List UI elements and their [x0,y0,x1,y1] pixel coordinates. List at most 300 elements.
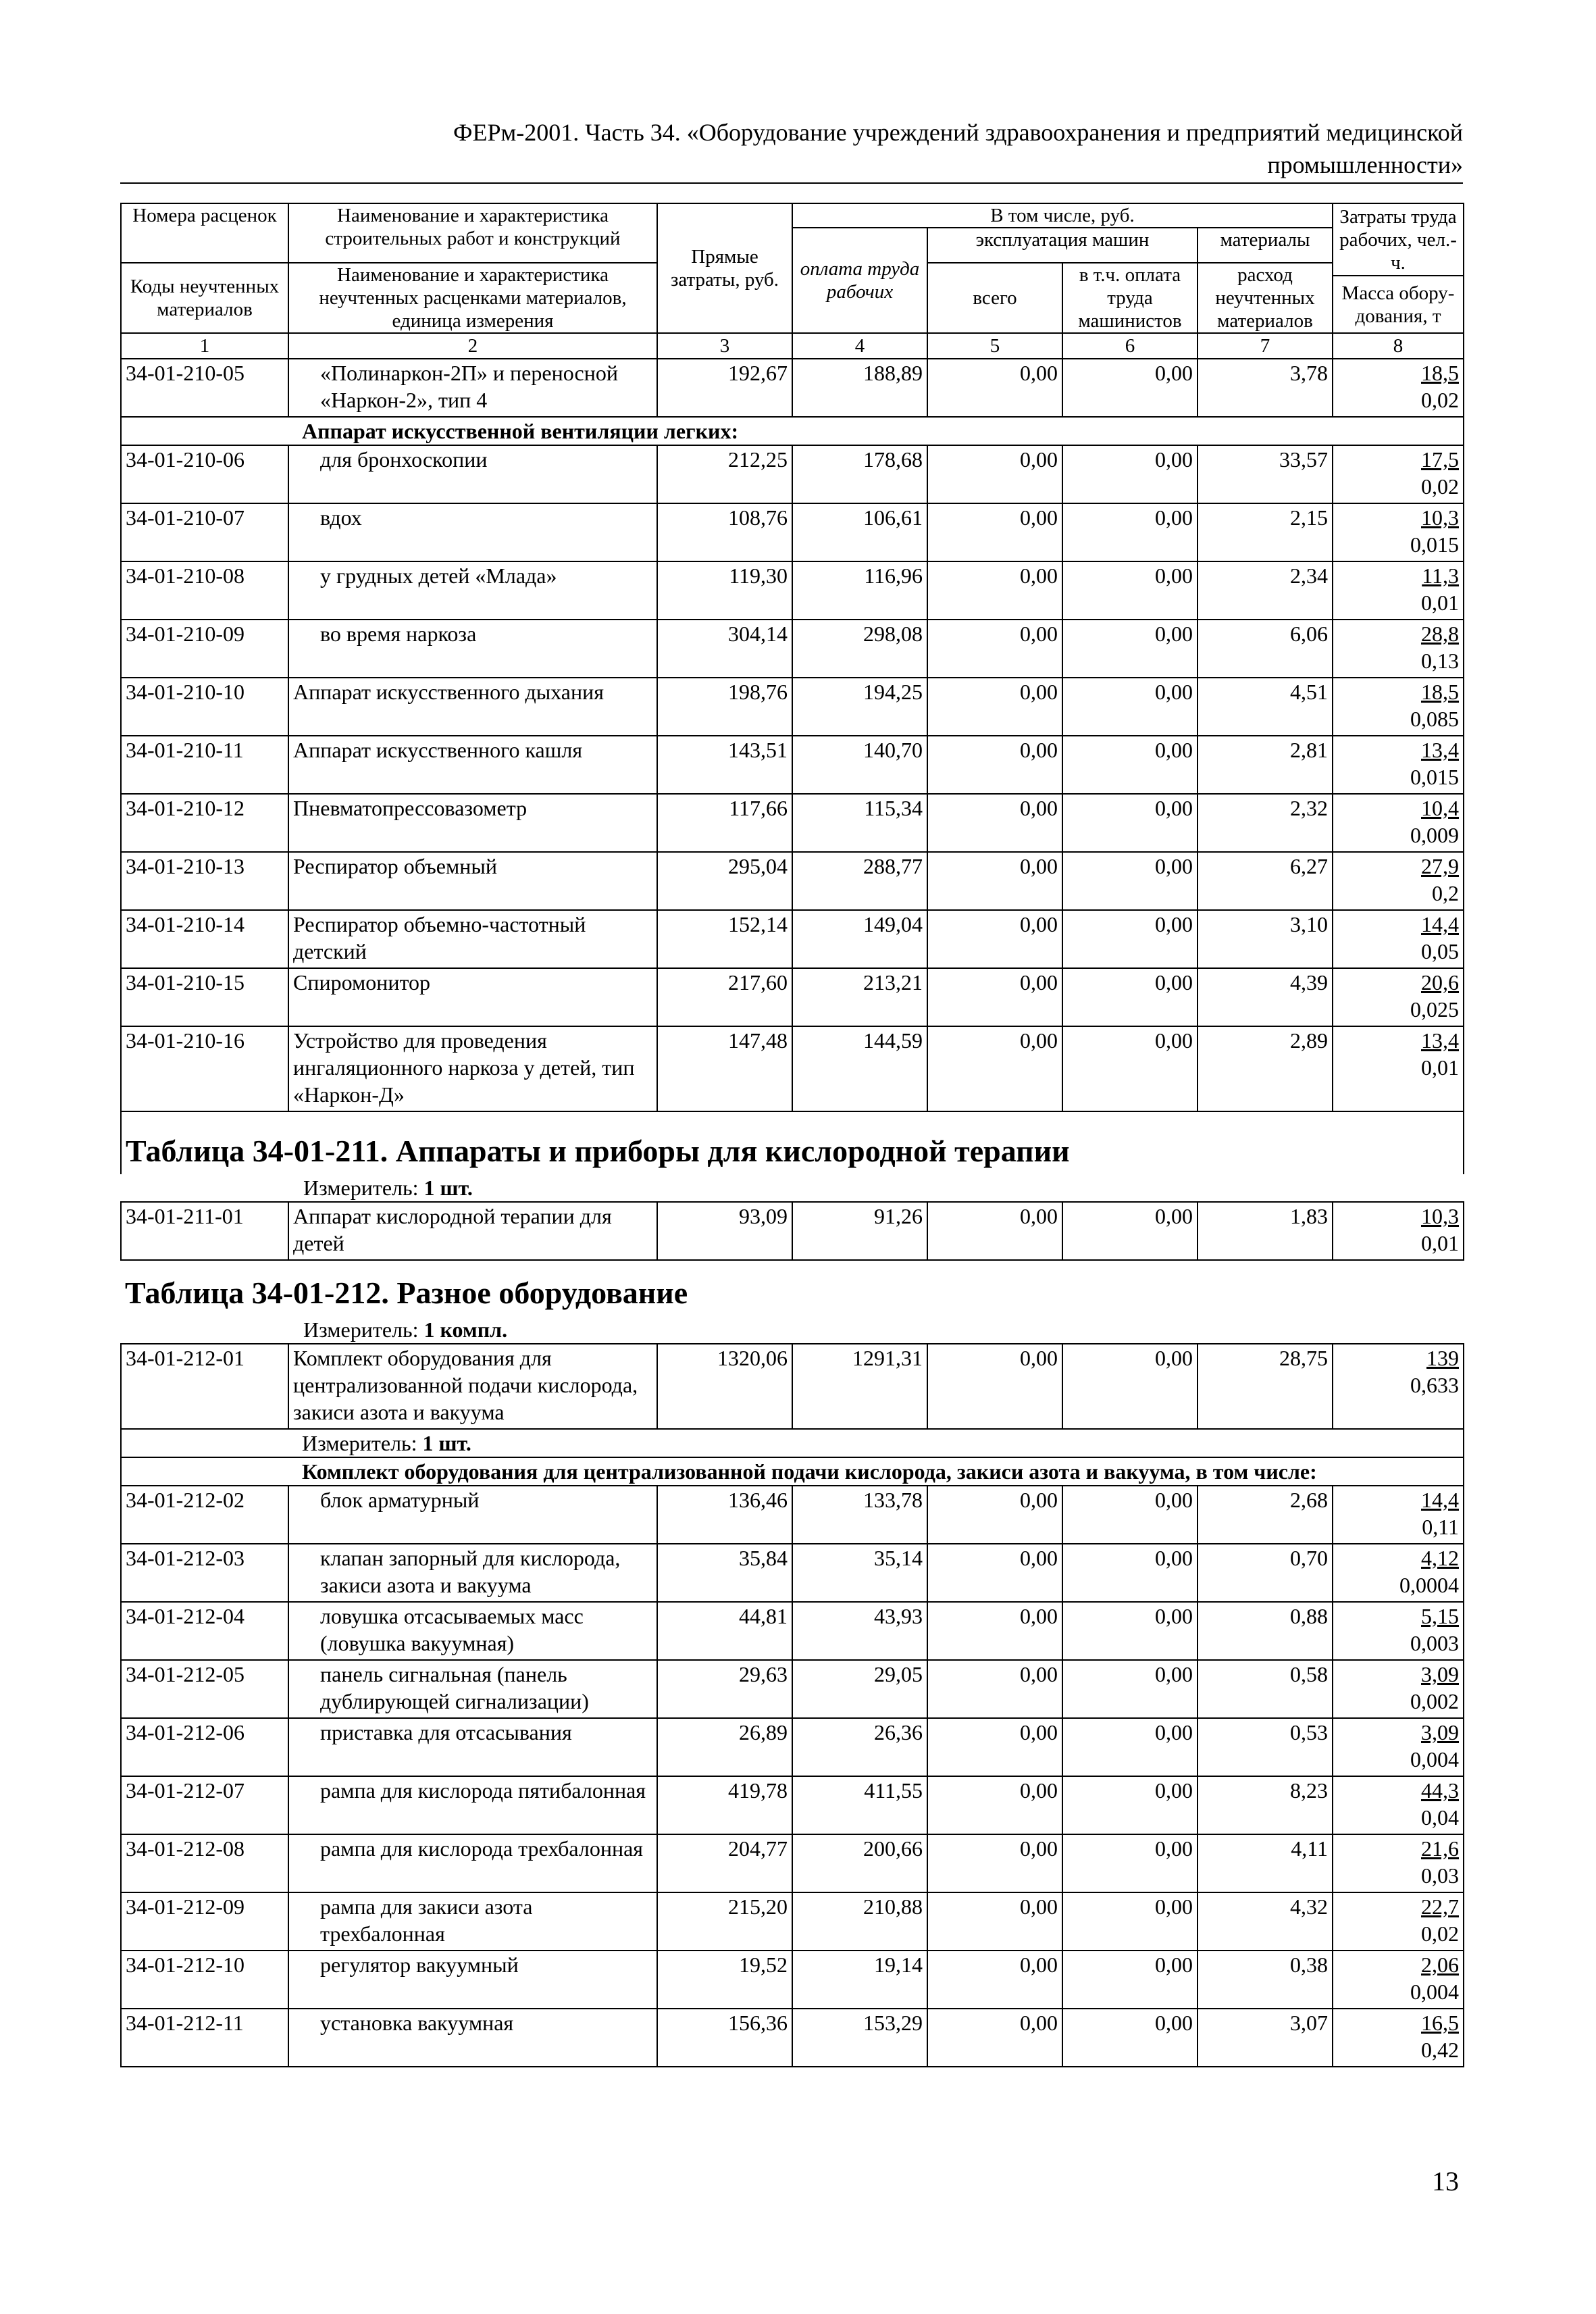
labor-mass-cell [1333,359,1464,417]
machinist-pay: 0,00 [1062,503,1198,561]
materials-cost: 2,34 [1198,561,1333,620]
table-row [121,678,1464,736]
labor-hours: 28,8 [1421,622,1459,646]
materials-cost: 2,89 [1198,1026,1333,1111]
materials-cost: 2,68 [1198,1486,1333,1544]
materials-cost: 2,15 [1198,503,1333,561]
measure-row [121,1429,1464,1457]
labor-hours: 13,4 [1421,738,1459,762]
labor-mass-cell [1333,794,1464,852]
col-number: 4 [792,333,927,359]
materials-cost: 8,23 [1198,1776,1333,1834]
labor-hours: 10,3 [1421,505,1459,530]
labor-hours: 11,3 [1422,563,1459,588]
labor-hours: 13,4 [1421,1028,1459,1053]
col-number: 7 [1198,333,1333,359]
machines-total: 0,00 [927,620,1062,678]
equipment-mass: 0,11 [1422,1515,1459,1539]
materials-cost: 3,07 [1198,2009,1333,2066]
materials-cost: 4,39 [1198,968,1333,1026]
labor-pay: 1291,31 [792,1344,927,1429]
machinist-pay: 0,00 [1062,620,1198,678]
table-212-measure [121,1316,1464,1344]
equipment-mass: 0,42 [1421,2038,1459,2062]
equipment-mass: 0,2 [1432,881,1459,905]
machinist-pay: 0,00 [1062,1718,1198,1776]
equipment-mass: 0,085 [1410,707,1459,731]
labor-pay: 298,08 [792,620,927,678]
rate-code: 34-01-210-07 [121,503,288,561]
section-row [121,1457,1464,1486]
machinist-pay: 0,00 [1062,1951,1198,2009]
machines-total: 0,00 [927,1951,1062,2009]
rate-name: во время наркоза [288,620,657,678]
machines-total: 0,00 [927,678,1062,736]
table-row [121,736,1464,794]
machines-total: 0,00 [927,2009,1062,2066]
labor-mass-cell [1333,1026,1464,1111]
machinist-pay: 0,00 [1062,445,1198,503]
labor-pay: 106,61 [792,503,927,561]
rate-name: Респиратор объемный [288,852,657,910]
table-row [121,445,1464,503]
direct-cost: 198,76 [657,678,792,736]
machines-total: 0,00 [927,968,1062,1026]
direct-cost: 147,48 [657,1026,792,1111]
labor-mass-cell [1333,910,1464,968]
rate-code: 34-01-210-15 [121,968,288,1026]
labor-mass-cell [1333,1951,1464,2009]
machinist-pay: 0,00 [1062,968,1198,1026]
col-number: 1 [121,333,288,359]
header-line-1: ФЕРм-2001. Часть 34. «Оборудование учреждений здравоохранения и предприятий медицинской [453,119,1463,146]
materials-cost: 0,38 [1198,1951,1333,2009]
labor-mass-cell [1333,1344,1464,1429]
machines-total: 0,00 [927,1602,1062,1660]
materials-cost: 6,27 [1198,852,1333,910]
table-row [121,1834,1464,1892]
direct-cost: 108,76 [657,503,792,561]
direct-cost: 156,36 [657,2009,792,2066]
rate-name: блок арматурный [288,1486,657,1544]
labor-hours: 20,6 [1421,970,1459,995]
labor-mass-cell [1333,561,1464,620]
equipment-mass: 0,01 [1421,590,1459,615]
labor-pay: 26,36 [792,1718,927,1776]
col-number: 5 [927,333,1062,359]
measure-label: Измеритель: [302,1431,417,1455]
table-row [121,1602,1464,1660]
machinist-pay: 0,00 [1062,1834,1198,1892]
col-number: 8 [1333,333,1464,359]
direct-cost: 204,77 [657,1834,792,1892]
labor-mass-cell [1333,1834,1464,1892]
labor-pay: 149,04 [792,910,927,968]
rate-code: 34-01-212-11 [121,2009,288,2066]
rate-name: установка вакуумная [288,2009,657,2066]
machines-total: 0,00 [927,852,1062,910]
equipment-mass: 0,633 [1410,1373,1459,1397]
table-212-title: Таблица 34-01-212. Разное оборудование [125,1276,688,1310]
machines-total: 0,00 [927,1718,1062,1776]
materials-cost: 2,32 [1198,794,1333,852]
labor-pay: 153,29 [792,2009,927,2066]
labor-mass-cell [1333,1776,1464,1834]
equipment-mass: 0,02 [1421,388,1459,412]
machinist-pay: 0,00 [1062,1660,1198,1718]
direct-cost: 215,20 [657,1892,792,1951]
section-title: Комплект оборудования для централизованной подачи кислорода, закиси азота и вакуума, в том числе: [288,1457,1464,1486]
rate-name: Устройство для проведения ингаляционного наркоза у детей, тип «Наркон-Д» [288,1026,657,1111]
section-title: Аппарат искусственной вентиляции легких: [288,417,1464,445]
machinist-pay: 0,00 [1062,1026,1198,1111]
machinist-pay: 0,00 [1062,1344,1198,1429]
materials-cost: 6,06 [1198,620,1333,678]
labor-hours: 18,5 [1421,361,1459,385]
table-row [121,503,1464,561]
labor-hours: 3,09 [1421,1662,1459,1686]
rate-code: 34-01-212-01 [121,1344,288,1429]
materials-cost: 28,75 [1198,1344,1333,1429]
labor-pay: 19,14 [792,1951,927,2009]
direct-cost: 44,81 [657,1602,792,1660]
labor-hours: 2,06 [1421,1953,1459,1977]
equipment-mass: 0,015 [1410,765,1459,789]
table-212-measure-2 [288,1429,1464,1457]
labor-hours: 27,9 [1421,854,1459,878]
table-row [121,1951,1464,2009]
rate-name: Аппарат кислородной терапии для детей [288,1202,657,1260]
measure-value: 1 шт. [423,1176,473,1200]
direct-cost: 119,30 [657,561,792,620]
labor-hours: 17,5 [1421,447,1459,472]
machines-total: 0,00 [927,1544,1062,1602]
materials-cost: 0,88 [1198,1602,1333,1660]
equipment-mass: 0,05 [1421,939,1459,963]
rate-code: 34-01-211-01 [121,1202,288,1260]
rate-name: Аппарат искусственного кашля [288,736,657,794]
machines-total: 0,00 [927,1026,1062,1111]
machinist-pay: 0,00 [1062,1544,1198,1602]
table-row [121,1544,1464,1602]
equipment-mass: 0,13 [1421,649,1459,673]
equipment-mass: 0,004 [1410,1747,1459,1771]
table-row [121,561,1464,620]
direct-cost: 136,46 [657,1486,792,1544]
labor-pay: 43,93 [792,1602,927,1660]
machines-total: 0,00 [927,503,1062,561]
equipment-mass: 0,0004 [1399,1573,1459,1597]
table-row [121,1026,1464,1111]
table-row [121,1776,1464,1834]
materials-cost: 0,70 [1198,1544,1333,1602]
machines-total: 0,00 [927,736,1062,794]
head-col5: всего [927,263,1062,333]
labor-hours: 21,6 [1421,1836,1459,1861]
table-row [121,359,1464,417]
rate-code: 34-01-212-05 [121,1660,288,1718]
head-col8-top: Затраты труда рабочих, чел.-ч. [1333,203,1464,276]
labor-pay: 29,05 [792,1660,927,1718]
labor-hours: 10,3 [1421,1204,1459,1228]
table-row [121,1718,1464,1776]
labor-pay: 144,59 [792,1026,927,1111]
labor-mass-cell [1333,620,1464,678]
table-row [121,852,1464,910]
direct-cost: 29,63 [657,1660,792,1718]
measure-value: 1 шт. [422,1431,471,1455]
page-header [120,116,1463,184]
machines-total: 0,00 [927,1834,1062,1892]
labor-pay: 288,77 [792,852,927,910]
materials-cost: 1,83 [1198,1202,1333,1260]
machines-total: 0,00 [927,359,1062,417]
direct-cost: 192,67 [657,359,792,417]
machines-total: 0,00 [927,561,1062,620]
labor-mass-cell [1333,736,1464,794]
labor-mass-cell [1333,678,1464,736]
machines-total: 0,00 [927,445,1062,503]
measure-value: 1 компл. [423,1317,508,1342]
machines-total: 0,00 [927,1660,1062,1718]
equipment-mass: 0,015 [1410,532,1459,557]
rate-name: Аппарат искусственного дыхания [288,678,657,736]
labor-hours: 14,4 [1421,1488,1459,1512]
direct-cost: 93,09 [657,1202,792,1260]
head-col6: в т.ч. оплата труда машинистов [1062,263,1198,333]
equipment-mass: 0,03 [1421,1863,1459,1888]
machines-total: 0,00 [927,910,1062,968]
machinist-pay: 0,00 [1062,1486,1198,1544]
equipment-mass: 0,004 [1410,1980,1459,2004]
materials-cost: 0,53 [1198,1718,1333,1776]
labor-mass-cell [1333,2009,1464,2066]
page-number: 13 [1432,2166,1459,2196]
labor-pay: 35,14 [792,1544,927,1602]
labor-hours: 4,12 [1421,1546,1459,1570]
head-col8-bottom: Масса обору-дования, т [1333,276,1464,333]
table-row [121,1202,1464,1260]
direct-cost: 419,78 [657,1776,792,1834]
machines-total: 0,00 [927,1202,1062,1260]
direct-cost: 304,14 [657,620,792,678]
head-col1-top: Номера расценок [121,203,288,263]
labor-pay: 411,55 [792,1776,927,1834]
machines-total: 0,00 [927,794,1062,852]
direct-cost: 26,89 [657,1718,792,1776]
table-row [121,1892,1464,1951]
machines-total: 0,00 [927,1776,1062,1834]
labor-mass-cell [1333,1718,1464,1776]
head-col4: оплата труда рабочих [792,228,927,333]
direct-cost: 19,52 [657,1951,792,2009]
machinist-pay: 0,00 [1062,794,1198,852]
labor-pay: 116,96 [792,561,927,620]
rate-name: регулятор вакуумный [288,1951,657,2009]
equipment-mass: 0,04 [1421,1805,1459,1830]
labor-mass-cell [1333,1202,1464,1260]
measure-label: Измеритель: [303,1176,419,1200]
materials-cost: 4,32 [1198,1892,1333,1951]
head-machines: эксплуатация машин [927,228,1198,263]
head-col1-bottom: Коды неучтенных материалов [121,263,288,333]
measure-label: Измеритель: [303,1317,419,1342]
rate-name: клапан запорный для кислорода, закиси азота и вакуума [288,1544,657,1602]
direct-cost: 217,60 [657,968,792,1026]
rate-name: Респиратор объемно-частотный детский [288,910,657,968]
equipment-mass: 0,025 [1410,997,1459,1022]
rates-table [120,203,1464,2067]
rate-code: 34-01-212-07 [121,1776,288,1834]
direct-cost: 212,25 [657,445,792,503]
rate-code: 34-01-210-09 [121,620,288,678]
machinist-pay: 0,00 [1062,2009,1198,2066]
labor-pay: 194,25 [792,678,927,736]
labor-mass-cell [1333,1892,1464,1951]
materials-cost: 4,11 [1198,1834,1333,1892]
equipment-mass: 0,02 [1421,474,1459,499]
section-row [121,417,1464,445]
head-incl: В том числе, руб. [792,203,1333,228]
machines-total: 0,00 [927,1486,1062,1544]
rate-code: 34-01-212-02 [121,1486,288,1544]
rate-code: 34-01-210-16 [121,1026,288,1111]
table-row [121,1486,1464,1544]
machinist-pay: 0,00 [1062,1202,1198,1260]
rate-name: Комплект оборудования для централизованной подачи кислорода, закиси азота и вакуума [288,1344,657,1429]
table-row [121,794,1464,852]
materials-cost: 3,78 [1198,359,1333,417]
labor-mass-cell [1333,968,1464,1026]
direct-cost: 35,84 [657,1544,792,1602]
head-col2-top: Наименование и характеристика строительных работ и конструкций [288,203,657,263]
labor-mass-cell [1333,445,1464,503]
rate-name: панель сигнальная (панель дублирующей сигнализации) [288,1660,657,1718]
rate-code: 34-01-210-11 [121,736,288,794]
equipment-mass: 0,002 [1410,1689,1459,1713]
rate-code: 34-01-212-06 [121,1718,288,1776]
rate-name: вдох [288,503,657,561]
rate-code: 34-01-212-03 [121,1544,288,1602]
rate-name: Пневматопрессовазометр [288,794,657,852]
table-row [121,2009,1464,2066]
rate-name: «Полинаркон-2П» и переносной «Наркон-2», тип 4 [288,359,657,417]
equipment-mass: 0,003 [1410,1631,1459,1655]
labor-mass-cell [1333,1602,1464,1660]
direct-cost: 295,04 [657,852,792,910]
head-col7: расход неучтенных материалов [1198,263,1333,333]
machinist-pay: 0,00 [1062,561,1198,620]
rate-code: 34-01-210-10 [121,678,288,736]
labor-hours: 16,5 [1421,2011,1459,2035]
rate-name: рампа для кислорода трехбалонная [288,1834,657,1892]
rate-name: рампа для закиси азота трехбалонная [288,1892,657,1951]
machines-total: 0,00 [927,1344,1062,1429]
materials-cost: 0,58 [1198,1660,1333,1718]
labor-pay: 133,78 [792,1486,927,1544]
labor-hours: 22,7 [1421,1894,1459,1919]
machinist-pay: 0,00 [1062,852,1198,910]
machinist-pay: 0,00 [1062,1776,1198,1834]
rate-code: 34-01-212-09 [121,1892,288,1951]
materials-cost: 33,57 [1198,445,1333,503]
rate-code: 34-01-210-12 [121,794,288,852]
labor-pay: 140,70 [792,736,927,794]
rate-code: 34-01-210-05 [121,359,288,417]
labor-hours: 18,5 [1421,680,1459,704]
machinist-pay: 0,00 [1062,1602,1198,1660]
rate-code: 34-01-210-14 [121,910,288,968]
rate-code: 34-01-210-13 [121,852,288,910]
table-row [121,910,1464,968]
labor-mass-cell [1333,1486,1464,1544]
equipment-mass: 0,01 [1421,1055,1459,1080]
labor-pay: 178,68 [792,445,927,503]
rate-code: 34-01-212-10 [121,1951,288,2009]
col-number: 2 [288,333,657,359]
machinist-pay: 0,00 [1062,1892,1198,1951]
table-row [121,968,1464,1026]
machinist-pay: 0,00 [1062,359,1198,417]
labor-hours: 14,4 [1421,912,1459,936]
labor-mass-cell [1333,503,1464,561]
rate-code: 34-01-212-08 [121,1834,288,1892]
labor-pay: 115,34 [792,794,927,852]
labor-pay: 200,66 [792,1834,927,1892]
labor-hours: 3,09 [1421,1720,1459,1744]
materials-cost: 4,51 [1198,678,1333,736]
labor-hours: 139 [1426,1346,1459,1370]
labor-mass-cell [1333,852,1464,910]
table-211-title: Таблица 34-01-211. Аппараты и приборы для кислородной терапии [126,1134,1070,1168]
direct-cost: 152,14 [657,910,792,968]
table-row [121,1660,1464,1718]
head-col2-bottom: Наименование и характеристика неучтенных расценками материалов, единица измерения [288,263,657,333]
table-row [121,1344,1464,1429]
table-211-measure [121,1174,1464,1202]
rate-name: ловушка отсасываемых масс (ловушка вакуумная) [288,1602,657,1660]
table-row [121,620,1464,678]
machinist-pay: 0,00 [1062,678,1198,736]
machines-total: 0,00 [927,1892,1062,1951]
labor-mass-cell [1333,1660,1464,1718]
rate-name: у грудных детей «Млада» [288,561,657,620]
labor-pay: 91,26 [792,1202,927,1260]
labor-hours: 10,4 [1421,796,1459,820]
head-col3: Прямые затраты, руб. [657,203,792,333]
col-number: 6 [1062,333,1198,359]
rate-code: 34-01-212-04 [121,1602,288,1660]
direct-cost: 1320,06 [657,1344,792,1429]
labor-hours: 44,3 [1421,1778,1459,1803]
machinist-pay: 0,00 [1062,910,1198,968]
equipment-mass: 0,009 [1410,823,1459,847]
machinist-pay: 0,00 [1062,736,1198,794]
direct-cost: 143,51 [657,736,792,794]
rate-name: для бронхоскопии [288,445,657,503]
rate-code: 34-01-210-06 [121,445,288,503]
rate-name: Спиромонитор [288,968,657,1026]
labor-hours: 5,15 [1421,1604,1459,1628]
header-line-2: промышленности» [1267,151,1463,178]
col-number: 3 [657,333,792,359]
labor-mass-cell [1333,1544,1464,1602]
labor-pay: 213,21 [792,968,927,1026]
rate-name: приставка для отсасывания [288,1718,657,1776]
materials-cost: 2,81 [1198,736,1333,794]
labor-pay: 210,88 [792,1892,927,1951]
rate-code: 34-01-210-08 [121,561,288,620]
